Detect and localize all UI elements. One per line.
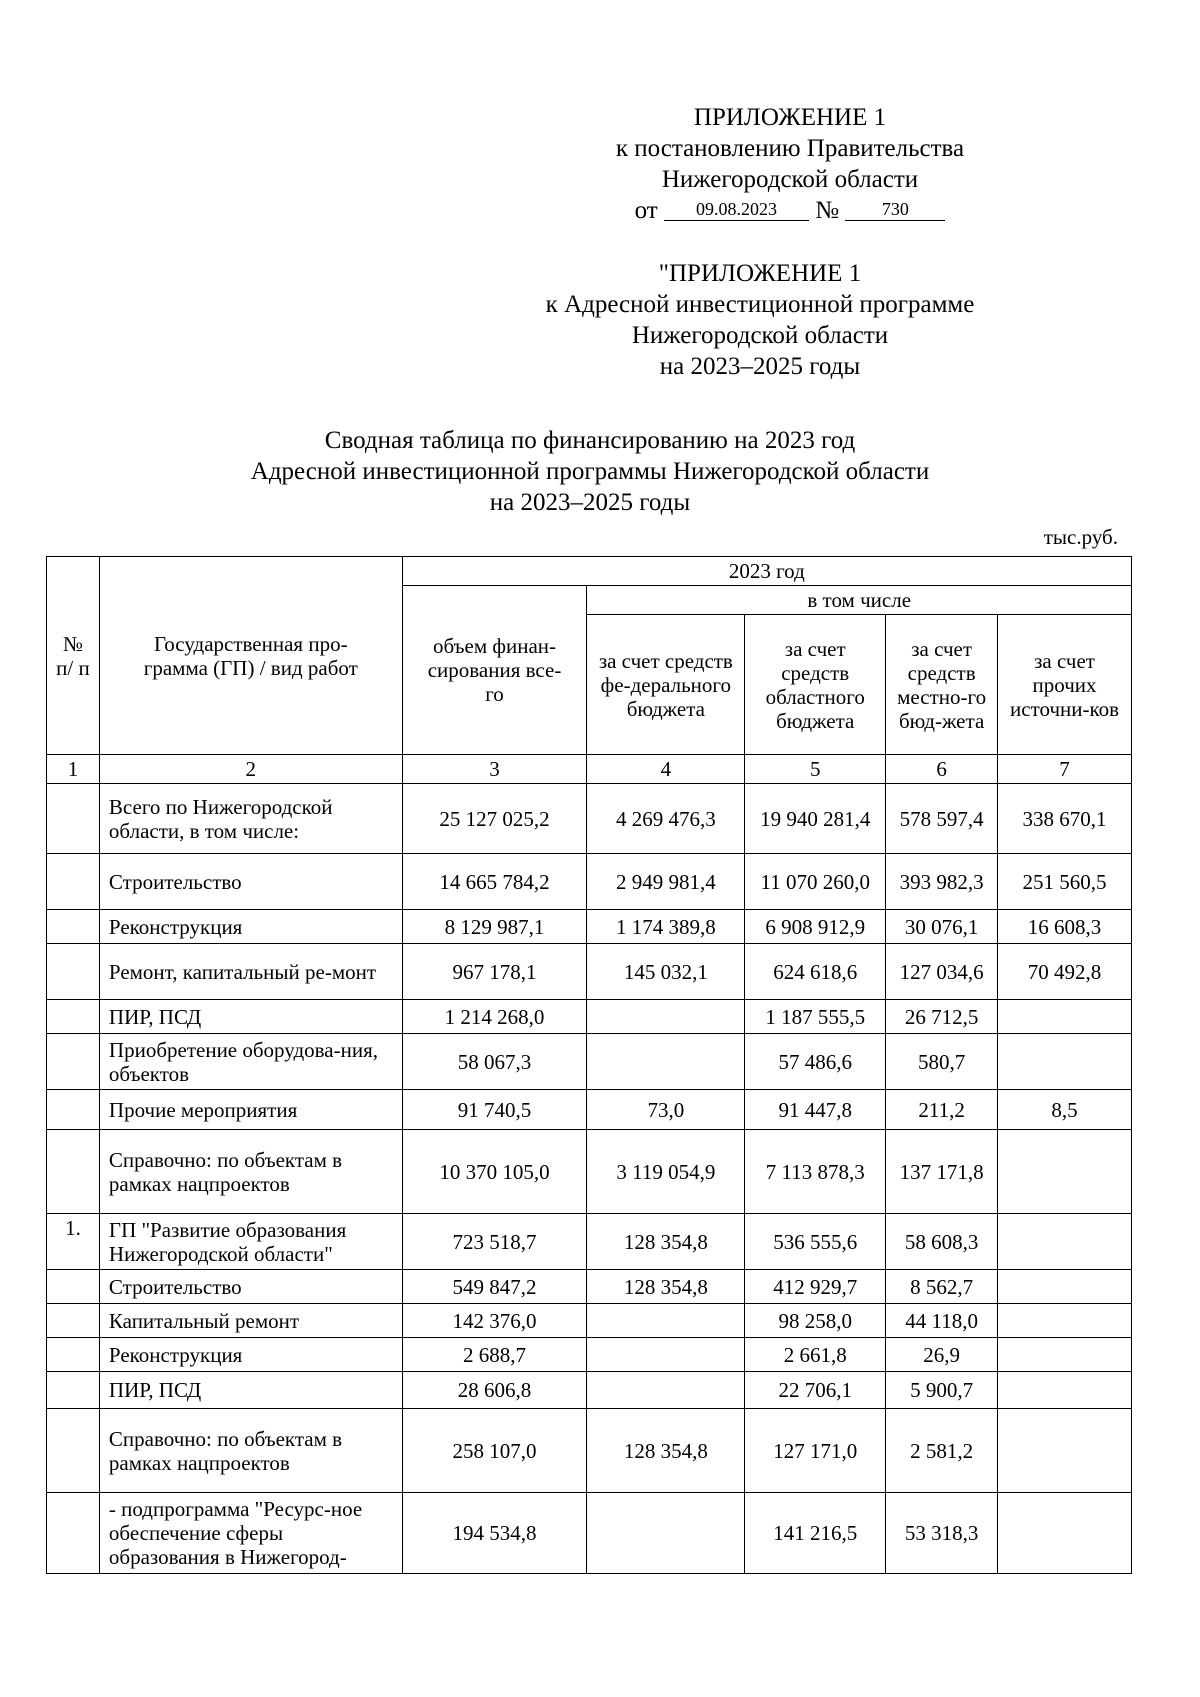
- federal-value: [587, 1372, 745, 1409]
- federal-value: [587, 1000, 745, 1034]
- row-number: 1.: [47, 1214, 100, 1270]
- program-appendix-title: "ПРИЛОЖЕНИЕ 1: [658, 260, 862, 287]
- header-total: объем финан-сирования все-го: [402, 586, 587, 755]
- local-value: 127 034,6: [886, 944, 998, 1000]
- table-row: [47, 1034, 1132, 1090]
- total-value: 10 370 105,0: [402, 1130, 587, 1214]
- other-value: 16 608,3: [998, 910, 1132, 944]
- regional-value: 412 929,7: [745, 1270, 886, 1304]
- program-name: ГП "Развитие образования Нижегородской области": [99, 1214, 402, 1270]
- program-name: ПИР, ПСД: [99, 1372, 402, 1409]
- column-number: 6: [886, 755, 998, 784]
- program-name: Справочно: по объектам в рамках нацпроектов: [99, 1409, 402, 1493]
- other-value: 251 560,5: [998, 854, 1132, 910]
- total-value: 258 107,0: [402, 1409, 587, 1493]
- program-name: Прочие мероприятия: [99, 1090, 402, 1130]
- summary-line-3: на 2023–2025 годы: [489, 489, 691, 516]
- program-name: Справочно: по объектам в рамках нацпроектов: [99, 1130, 402, 1214]
- total-value: 58 067,3: [402, 1034, 587, 1090]
- other-value: [998, 1214, 1132, 1270]
- table-row: [47, 1000, 1132, 1034]
- program-name: Капитальный ремонт: [99, 1304, 402, 1338]
- other-value: 70 492,8: [998, 944, 1132, 1000]
- appendix-line-2: к постановлению Правительства: [615, 135, 965, 162]
- local-value: 2 581,2: [886, 1409, 998, 1493]
- total-value: 25 127 025,2: [402, 784, 587, 854]
- local-value: 30 076,1: [886, 910, 998, 944]
- table-row: [47, 1130, 1132, 1214]
- table-row: [47, 1372, 1132, 1409]
- summary-line-1: Сводная таблица по финансированию на 2023 год: [324, 427, 856, 454]
- table-row: [47, 944, 1132, 1000]
- federal-value: 3 119 054,9: [587, 1130, 745, 1214]
- other-value: [998, 1270, 1132, 1304]
- total-value: 723 518,7: [402, 1214, 587, 1270]
- other-value: 338 670,1: [998, 784, 1132, 854]
- column-number-row: [47, 755, 1132, 784]
- appendix-header: [560, 102, 1020, 226]
- column-number: 3: [402, 755, 587, 784]
- local-value: 58 608,3: [886, 1214, 998, 1270]
- federal-value: 73,0: [587, 1090, 745, 1130]
- regional-value: 7 113 878,3: [745, 1130, 886, 1214]
- program-name: Строительство: [99, 854, 402, 910]
- federal-value: 2 949 981,4: [587, 854, 745, 910]
- program-name: Реконструкция: [99, 910, 402, 944]
- row-number: [47, 1034, 100, 1090]
- number-label: №: [815, 197, 840, 224]
- local-value: 580,7: [886, 1034, 998, 1090]
- federal-value: [587, 1034, 745, 1090]
- program-appendix-header: [505, 258, 1015, 382]
- total-value: 8 129 987,1: [402, 910, 587, 944]
- other-value: [998, 1034, 1132, 1090]
- row-number: [47, 784, 100, 854]
- regional-value: 57 486,6: [745, 1034, 886, 1090]
- table-row: [47, 1214, 1132, 1270]
- regional-value: 11 070 260,0: [745, 854, 886, 910]
- regional-value: 6 908 912,9: [745, 910, 886, 944]
- program-name: Строительство: [99, 1270, 402, 1304]
- header-program: Государственная про-грамма (ГП) / вид работ: [99, 557, 402, 755]
- total-value: 967 178,1: [402, 944, 587, 1000]
- program-appendix-line-2: к Адресной инвестиционной программе: [545, 291, 975, 318]
- program-name: - подпрограмма "Ресурс-ное обеспечение сферы образования в Нижегород-: [99, 1493, 402, 1574]
- federal-value: 145 032,1: [587, 944, 745, 1000]
- decree-number: 730: [845, 198, 945, 221]
- column-number: 1: [47, 755, 100, 784]
- units-label: тыс.руб.: [1043, 525, 1118, 549]
- local-value: 211,2: [886, 1090, 998, 1130]
- row-number: [47, 910, 100, 944]
- row-number: [47, 1270, 100, 1304]
- local-value: 53 318,3: [886, 1493, 998, 1574]
- other-value: [998, 1409, 1132, 1493]
- program-name: Всего по Нижегородской области, в том числе:: [99, 784, 402, 854]
- local-value: 26 712,5: [886, 1000, 998, 1034]
- federal-value: 128 354,8: [587, 1270, 745, 1304]
- row-number: [47, 1409, 100, 1493]
- federal-value: [587, 1304, 745, 1338]
- total-value: 549 847,2: [402, 1270, 587, 1304]
- regional-value: 536 555,6: [745, 1214, 886, 1270]
- column-number: 4: [587, 755, 745, 784]
- header-federal: за счет средств фе-дерального бюджета: [587, 615, 745, 755]
- local-value: 8 562,7: [886, 1270, 998, 1304]
- regional-value: 98 258,0: [745, 1304, 886, 1338]
- program-name: Приобретение оборудова-ния, объектов: [99, 1034, 402, 1090]
- total-value: 28 606,8: [402, 1372, 587, 1409]
- federal-value: 4 269 476,3: [587, 784, 745, 854]
- program-appendix-line-3: Нижегородской области: [631, 322, 889, 349]
- row-number: [47, 1372, 100, 1409]
- regional-value: 19 940 281,4: [745, 784, 886, 854]
- header-year: 2023 год: [402, 557, 1131, 586]
- total-value: 142 376,0: [402, 1304, 587, 1338]
- program-name: Реконструкция: [99, 1338, 402, 1372]
- local-value: 26,9: [886, 1338, 998, 1372]
- regional-value: 624 618,6: [745, 944, 886, 1000]
- regional-value: 127 171,0: [745, 1409, 886, 1493]
- table-row: [47, 910, 1132, 944]
- local-value: 44 118,0: [886, 1304, 998, 1338]
- table-row: [47, 1338, 1132, 1372]
- column-number: 2: [99, 755, 402, 784]
- other-value: [998, 1304, 1132, 1338]
- row-number: [47, 1130, 100, 1214]
- appendix-title: ПРИЛОЖЕНИЕ 1: [693, 104, 887, 131]
- local-value: 137 171,8: [886, 1130, 998, 1214]
- program-name: ПИР, ПСД: [99, 1000, 402, 1034]
- local-value: 5 900,7: [886, 1372, 998, 1409]
- federal-value: 128 354,8: [587, 1214, 745, 1270]
- row-number: [47, 1090, 100, 1130]
- other-value: [998, 1130, 1132, 1214]
- program-name: Ремонт, капитальный ре-монт: [99, 944, 402, 1000]
- from-label: от: [634, 197, 658, 224]
- other-value: [998, 1338, 1132, 1372]
- header-regional: за счет средств областного бюджета: [745, 615, 886, 755]
- appendix-line-3: Нижегородской области: [661, 166, 919, 193]
- regional-value: 2 661,8: [745, 1338, 886, 1372]
- financing-table: [46, 556, 1132, 1574]
- table-row: [47, 1409, 1132, 1493]
- row-number: [47, 1493, 100, 1574]
- federal-value: 128 354,8: [587, 1409, 745, 1493]
- total-value: 194 534,8: [402, 1493, 587, 1574]
- other-value: [998, 1372, 1132, 1409]
- row-number: [47, 944, 100, 1000]
- other-value: [998, 1000, 1132, 1034]
- decree-date-line: [560, 195, 1020, 226]
- regional-value: 91 447,8: [745, 1090, 886, 1130]
- row-number: [47, 854, 100, 910]
- other-value: 8,5: [998, 1090, 1132, 1130]
- federal-value: 1 174 389,8: [587, 910, 745, 944]
- table-row: [47, 784, 1132, 854]
- header-no: № п/ п: [47, 557, 100, 755]
- header-other: за счет прочих источни-ков: [998, 615, 1132, 755]
- table-row: [47, 1090, 1132, 1130]
- table-row: [47, 854, 1132, 910]
- total-value: 1 214 268,0: [402, 1000, 587, 1034]
- summary-title: [160, 425, 1020, 518]
- table-row: [47, 1304, 1132, 1338]
- summary-line-2: Адресной инвестиционной программы Нижегородской области: [250, 458, 930, 485]
- total-value: 14 665 784,2: [402, 854, 587, 910]
- regional-value: 1 187 555,5: [745, 1000, 886, 1034]
- program-appendix-line-4: на 2023–2025 годы: [659, 353, 861, 380]
- local-value: 393 982,3: [886, 854, 998, 910]
- table-row: [47, 1270, 1132, 1304]
- local-value: 578 597,4: [886, 784, 998, 854]
- column-number: 5: [745, 755, 886, 784]
- regional-value: 141 216,5: [745, 1493, 886, 1574]
- decree-date: 09.08.2023: [664, 198, 809, 221]
- federal-value: [587, 1493, 745, 1574]
- row-number: [47, 1000, 100, 1034]
- header-including: в том числе: [587, 586, 1132, 615]
- table-row: [47, 1493, 1132, 1574]
- column-number: 7: [998, 755, 1132, 784]
- total-value: 2 688,7: [402, 1338, 587, 1372]
- row-number: [47, 1304, 100, 1338]
- federal-value: [587, 1338, 745, 1372]
- header-local: за счет средств местно-го бюд-жета: [886, 615, 998, 755]
- other-value: [998, 1493, 1132, 1574]
- row-number: [47, 1338, 100, 1372]
- total-value: 91 740,5: [402, 1090, 587, 1130]
- regional-value: 22 706,1: [745, 1372, 886, 1409]
